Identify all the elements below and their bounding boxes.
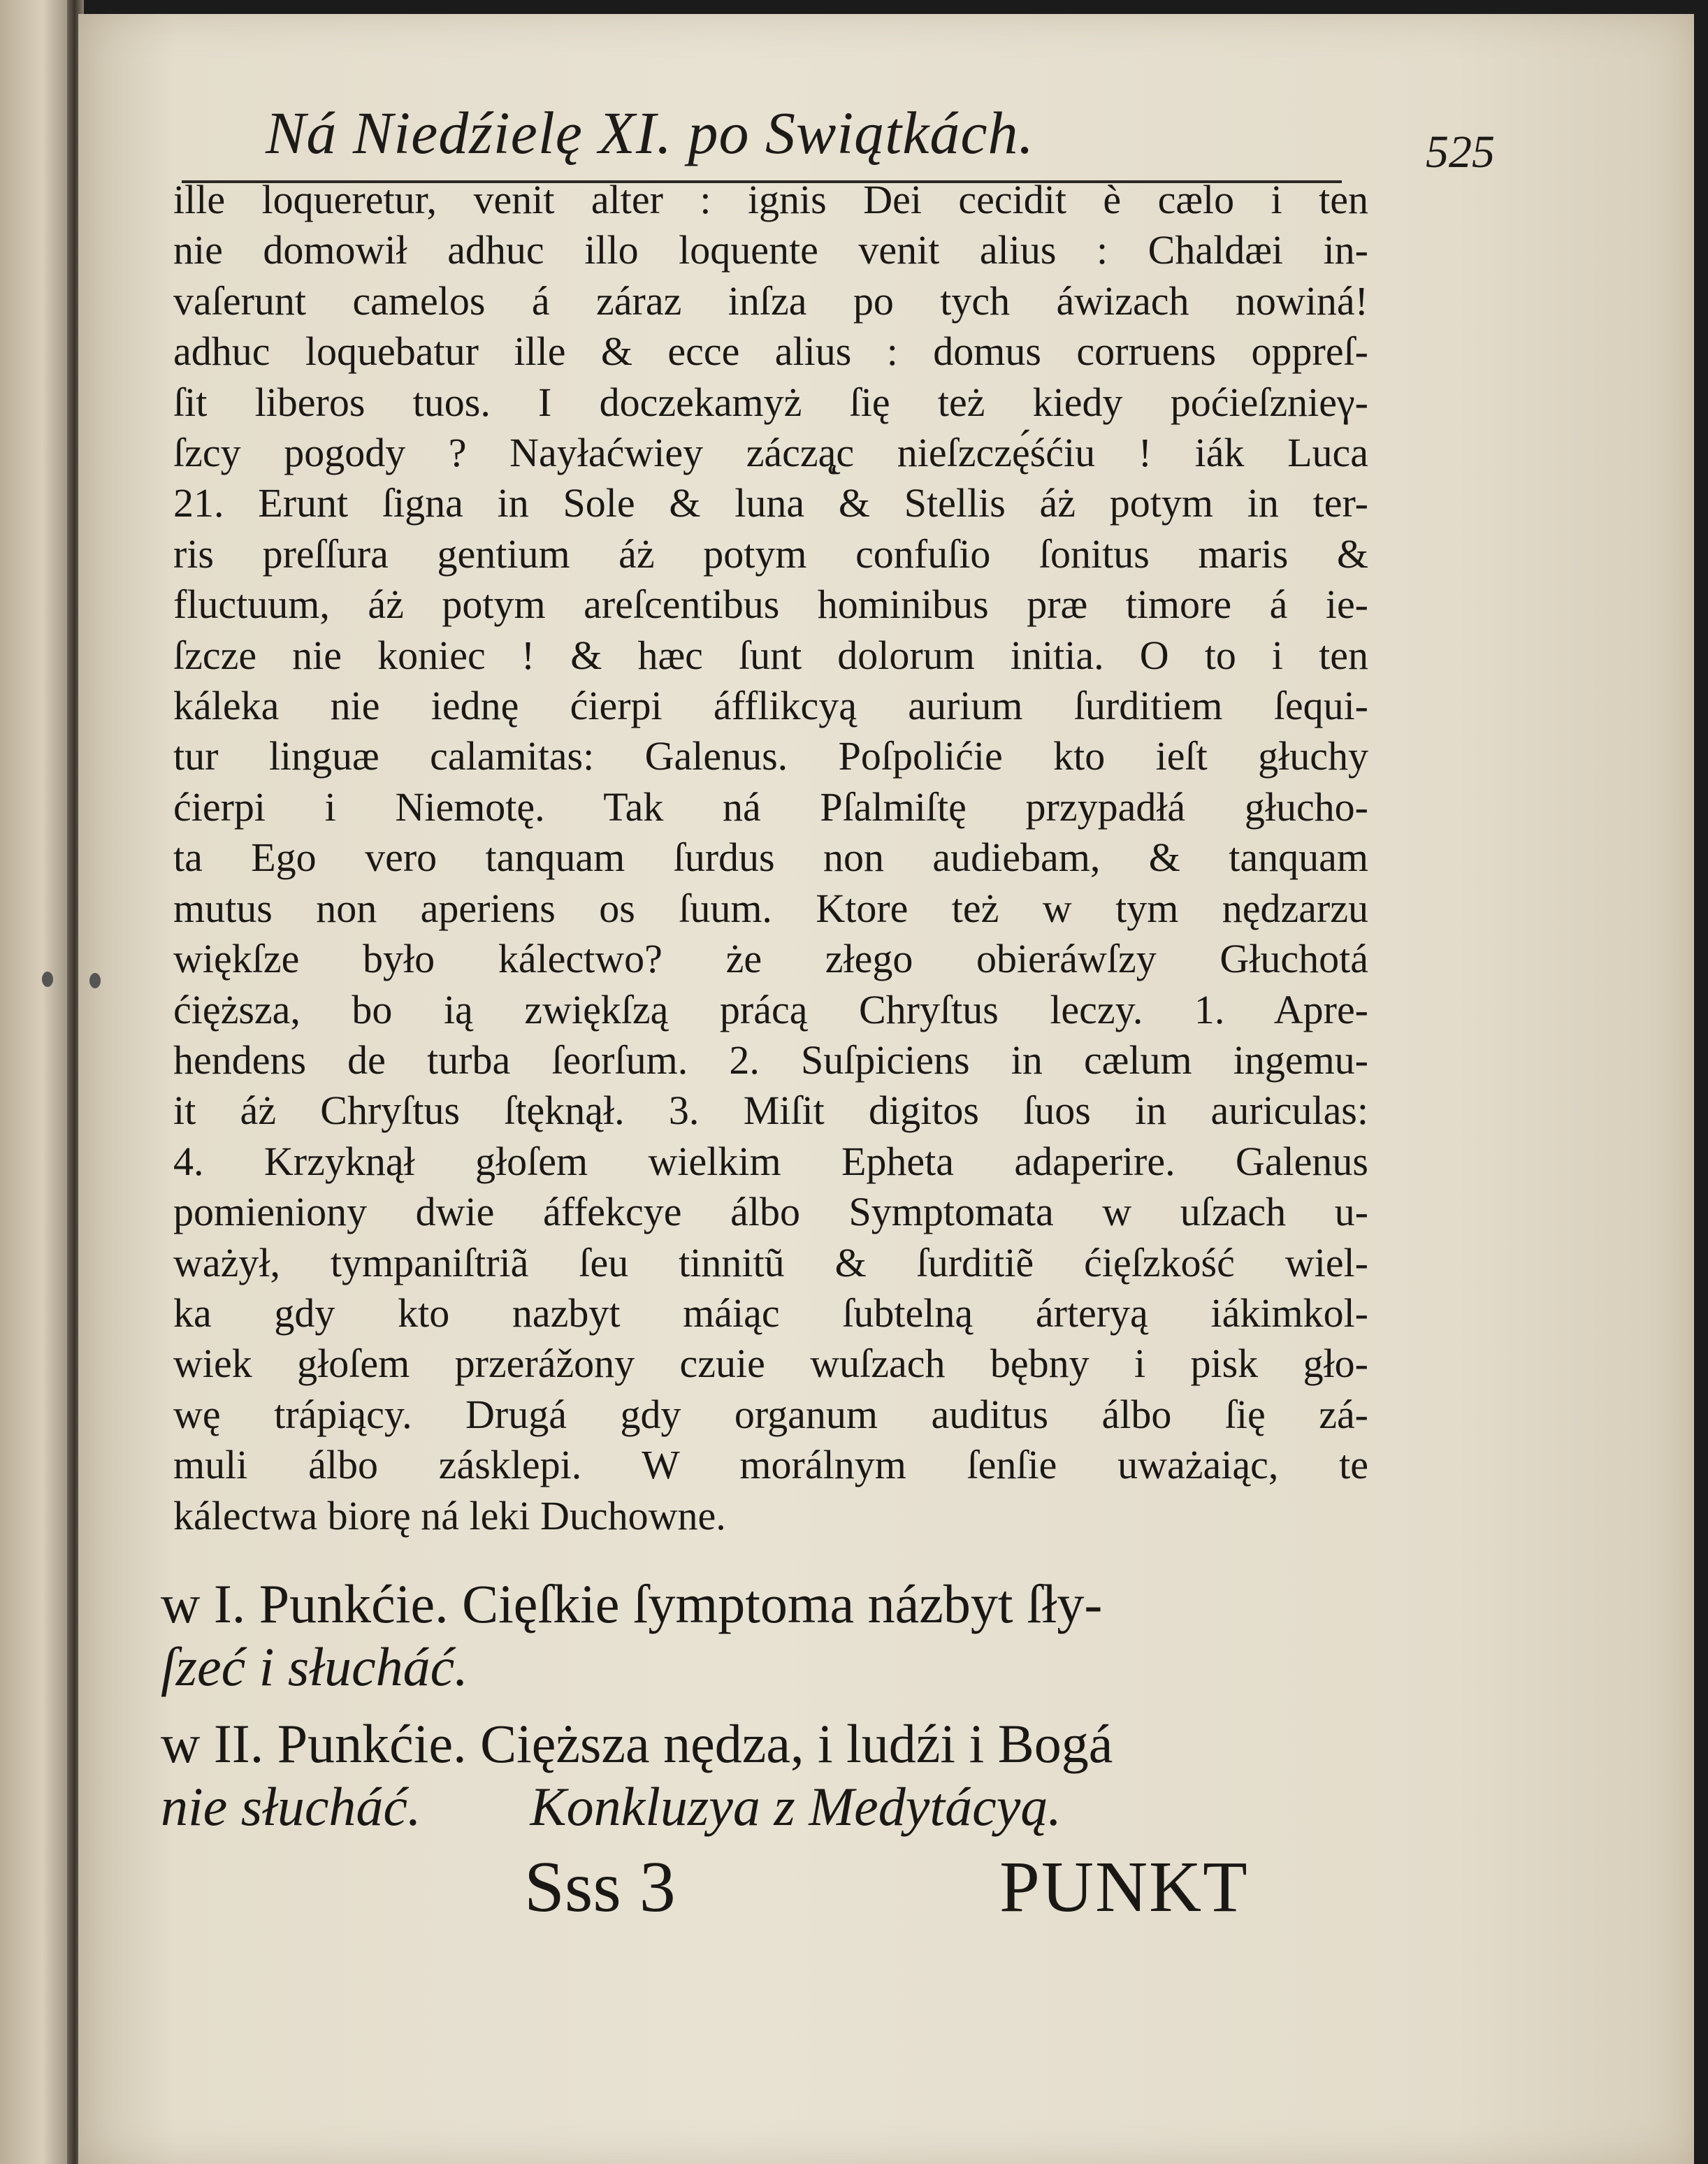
catchword: PUNKT [999, 1847, 1249, 1927]
signature-mark: Sss 3 [524, 1847, 676, 1927]
text-line: ille loqueretur, venit alter : ignis Dei cecidit è cælo i ten [173, 177, 1368, 222]
text-line: wę trápiący. Drugá gdy organum auditus álbo ſię zá- [173, 1391, 1368, 1437]
text-line: ważył, tympaniſtriã ſeu tinnitũ & ſurditiẽ ćięſzkość wiel- [173, 1239, 1368, 1285]
running-title: Ná Niedźielę XI. po Swiątkách. [266, 99, 1035, 166]
ink-spot [89, 973, 101, 988]
text-line: fluctuum, áż potym areſcentibus hominibus præ timore á ie- [173, 582, 1368, 628]
point-one-line: w I. Punkćie. Cięſkie ſymptoma názbyt ſły- [161, 1573, 1103, 1634]
point-two-line: w II. Punkćie. Cięższa nędza, i ludźi i Bogá [161, 1713, 1113, 1774]
text-line: kálectwa biorę ná leki Duchowne. [173, 1492, 726, 1538]
text-line: wiek głoſem przerážony czuie wuſzach bębny i pisk gło- [173, 1341, 1368, 1387]
ink-spot [42, 972, 53, 987]
text-line: káleka nie iednę ćierpi áfflikcyą aurium ſurditiem ſequi- [173, 683, 1368, 729]
text-line: ris preſſura gentium áż potym confuſio ſonitus maris & [173, 531, 1368, 577]
text-line: tur linguæ calamitas: Galenus. Poſpolićie kto ieſt głuchy [173, 733, 1368, 779]
body-text [173, 175, 1368, 1541]
text-line: adhuc loquebatur ille & ecce alius : domus corruens oppreſ- [173, 329, 1368, 375]
point-one-line: ſzeć i słucháć. [161, 1636, 468, 1697]
facing-page-edge [0, 0, 77, 2164]
text-line: pomieniony dwie áffekcye álbo Symptomata w uſzach u- [173, 1189, 1368, 1235]
page-number: 525 [1426, 127, 1495, 178]
text-line: vaſerunt camelos á záraz inſza po tych áwizach nowiná! [173, 277, 1368, 324]
text-line: ćięższa, bo ią zwiękſzą prácą Chryſtus leczy. 1. Apre- [173, 986, 1368, 1032]
text-line: ſit liberos tuos. I doczekamyż ſię też kiedy poćieſznieγ- [173, 379, 1368, 425]
text-line: 4. Krzyknął głoſem wielkim Epheta adaperire. Galenus [173, 1138, 1368, 1184]
text-line: ſzcy pogody ? Nayłaćwiey záczą̨c nieſzczę́śćiu ! iák Luca [173, 430, 1368, 476]
text-line: it áż Chryſtus ſtęknął. 3. Miſit digitos ſuos in auriculas: [173, 1088, 1368, 1134]
text-line: ćierpi i Niemotę. Tak ná Pſalmiſtę przypadłá głucho- [173, 784, 1368, 830]
text-line: ſzcze nie koniec ! & hæc ſunt dolorum initia. O to i ten [173, 632, 1368, 678]
text-line: 21. Erunt ſigna in Sole & luna & Stellis áż potym in ter- [173, 480, 1368, 526]
text-line: muli álbo zásklepi. W morálnym ſenſie uważaiąc, te [173, 1442, 1368, 1488]
point-two-line: nie słucháć. Konkluzya z Medytácyą. [161, 1776, 1062, 1837]
text-line: więkſze było kálectwo? że złego obieráwſzy Głuchotá [173, 936, 1368, 982]
text-line: hendens de turba ſeorſum. 2. Suſpiciens in cælum ingemu- [173, 1037, 1368, 1083]
text-line: ka gdy kto nazbyt máiąc ſubtelną árteryą iákimkol- [173, 1290, 1368, 1336]
text-line: ta Ego vero tanquam ſurdus non audiebam, & tanquam [173, 835, 1368, 881]
text-line: mutus non aperiens os ſuum. Ktore też w tym nędzarzu [173, 885, 1368, 931]
text-line: nie domowił adhuc illo loquente venit alius : Chaldæi in- [173, 227, 1368, 273]
